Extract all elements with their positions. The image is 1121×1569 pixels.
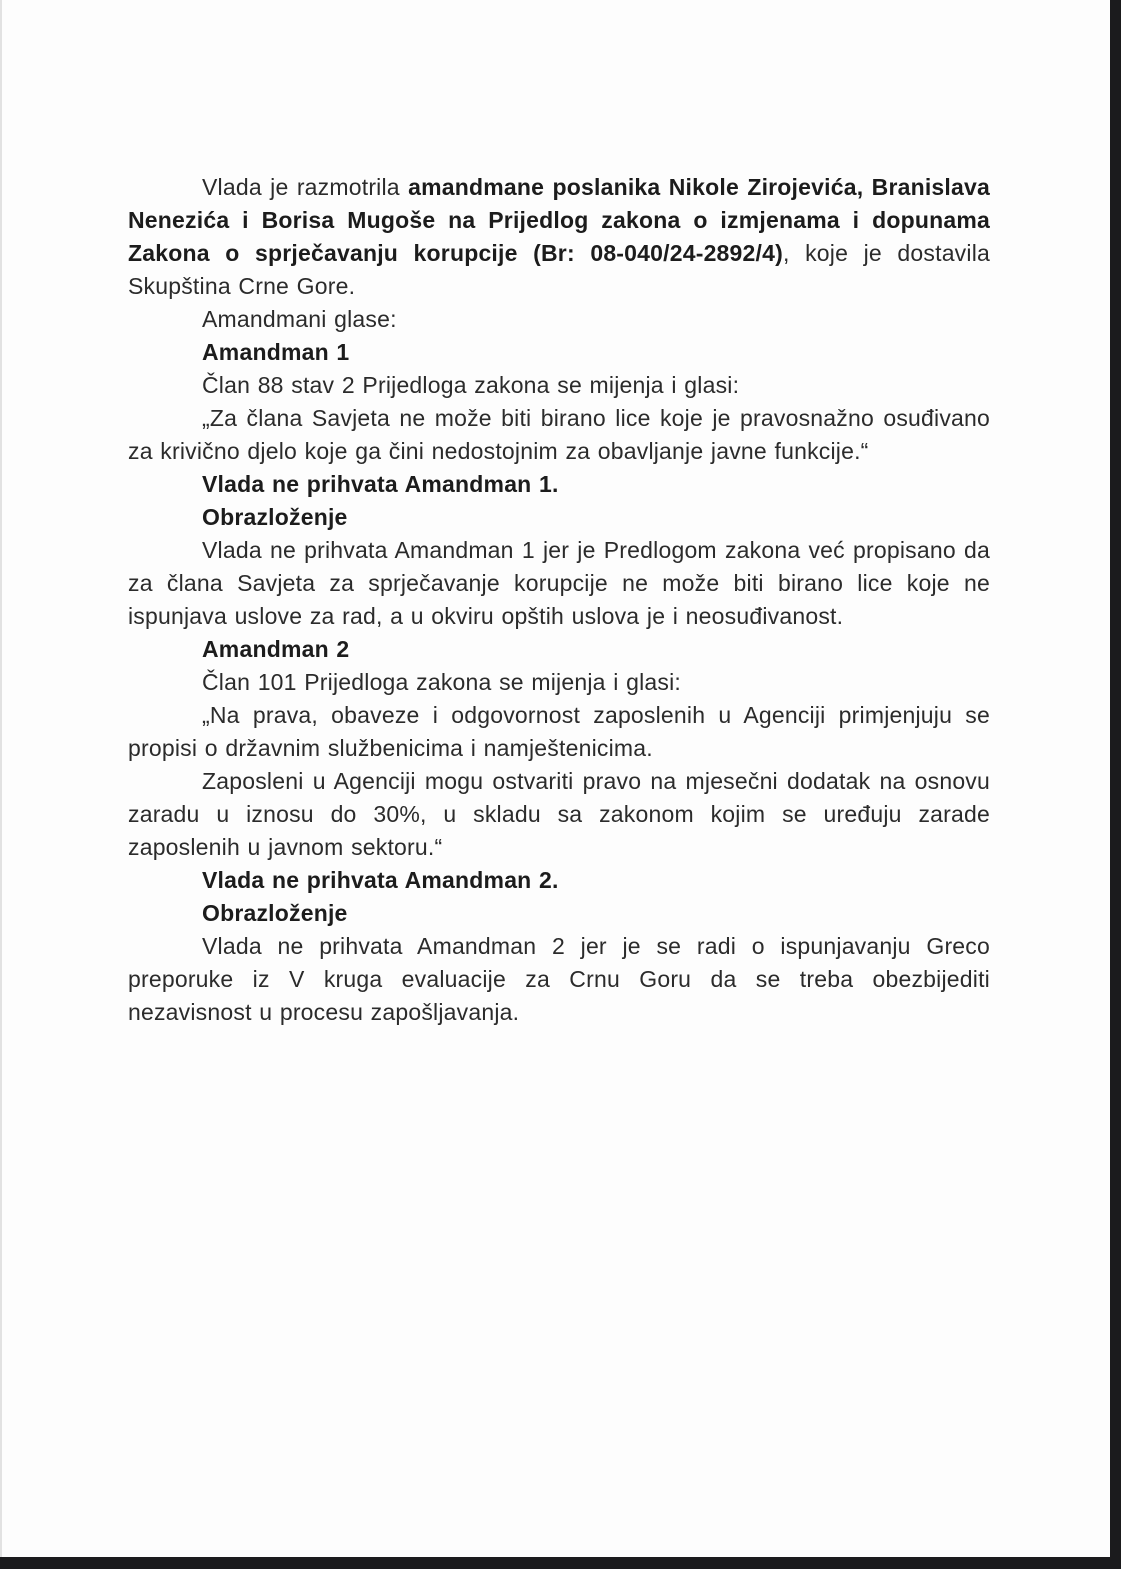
amandman-1-decision: Vlada ne prihvata Amandman 1. xyxy=(202,471,559,497)
amandman-1-heading: Amandman 1 xyxy=(202,339,350,365)
obrazlozenje-1-heading: Obrazloženje xyxy=(202,504,348,530)
amandman-2-quote-para-2: Zaposleni u Agenciji mogu ostvariti pravo na mjesečni dodatak na osnovu zaradu u iznosu do 30%, u skladu sa zakonom kojim se uređuju zarade zaposlenih u javnom sektoru.“ xyxy=(128,768,990,860)
amandman-2-heading: Amandman 2 xyxy=(202,636,350,662)
amandman-1-intro-line: Član 88 stav 2 Prijedloga zakona se mijenja i glasi: xyxy=(202,372,740,398)
amandman-2-quote-para-1: „Na prava, obaveze i odgovornost zaposlenih u Agenciji primjenjuju se propisi o državnim službenicima i namještenicima. xyxy=(128,702,990,761)
document-body xyxy=(128,171,990,1029)
intro-text-end: , koje je dostavila Skupština Crne Gore. xyxy=(128,240,990,299)
obrazlozenje-2-text: Vlada ne prihvata Amandman 2 jer je se radi o ispunjavanju Greco preporuke iz V kruga evaluacije za Crnu Goru da se treba obezbijediti nezavisnost u procesu zapošljavanja. xyxy=(128,933,990,1025)
obrazlozenje-2-heading: Obrazloženje xyxy=(202,900,348,926)
amendments-lead-in: Amandmani glase: xyxy=(202,306,397,332)
amandman-2-intro-line: Član 101 Prijedloga zakona se mijenja i glasi: xyxy=(202,669,682,695)
intro-paragraph xyxy=(128,171,990,303)
amandman-1-quote: „Za člana Savjeta ne može biti birano lice koje je pravosnažno osuđivano za krivično djelo koje ga čini nedostojnim za obavljanje javne funkcije.“ xyxy=(128,405,990,464)
obrazlozenje-1-text: Vlada ne prihvata Amandman 1 jer je Predlogom zakona već propisano da za člana Savjeta za sprječavanje korupcije ne može biti birano lice koje ne ispunjava uslove za rad, a u okviru opštih uslova je i neosuđivanost. xyxy=(128,537,990,629)
scan-edge-left xyxy=(0,0,2,1569)
scan-edge-bottom xyxy=(0,1557,1121,1569)
scan-edge-right xyxy=(1110,0,1121,1569)
intro-text-start: Vlada je razmotrila xyxy=(202,174,409,200)
amandman-2-decision: Vlada ne prihvata Amandman 2. xyxy=(202,867,559,893)
intro-text-bold: amandmane poslanika Nikole Zirojevića, Branislava Nenezića i Borisa Mugoše na Prijedlog zakona o izmjenama i dopunama Zakona o sprječavanju korupcije (Br: 08-040/24-2892/4) xyxy=(128,174,990,266)
